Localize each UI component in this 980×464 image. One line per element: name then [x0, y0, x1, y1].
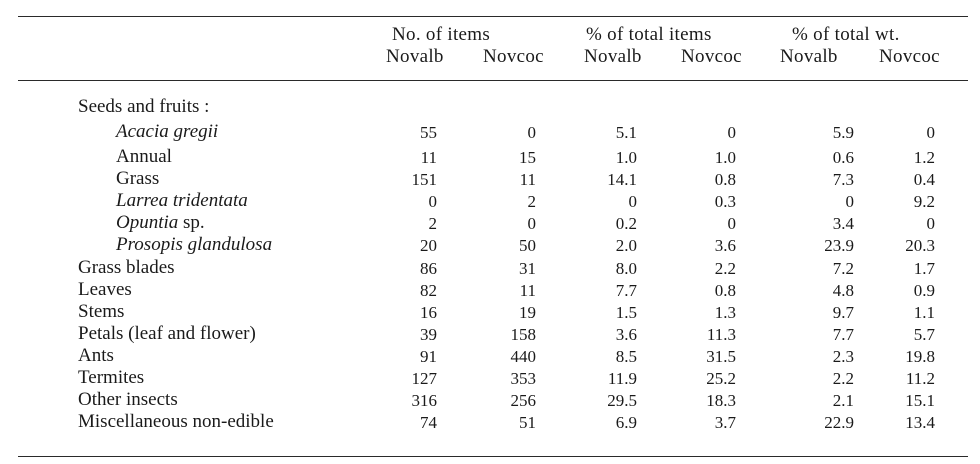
- table-cell: 3.6: [714, 236, 736, 255]
- table-cell: 11: [519, 281, 536, 300]
- group-header-pct-items: % of total items: [586, 24, 712, 45]
- table-cell: 20.3: [905, 236, 935, 255]
- row-label: [78, 367, 144, 389]
- row-label: [78, 411, 274, 433]
- table-cell: 8.0: [615, 259, 637, 278]
- row-label: [116, 212, 205, 234]
- table-cell: 3.7: [714, 413, 736, 432]
- row-label-label: Ants: [78, 345, 114, 366]
- table-cell: 74: [420, 413, 437, 432]
- table-cell: 8.5: [615, 347, 637, 366]
- table-cell: 2.2: [832, 369, 854, 388]
- row-label: [78, 301, 124, 323]
- table-cell: 5.7: [913, 325, 935, 344]
- row-label-italic: Larrea tridentata: [116, 190, 248, 211]
- table-cell: 0.9: [913, 281, 935, 300]
- table-cell: 23.9: [824, 236, 854, 255]
- row-label: [78, 389, 178, 411]
- row-label: [116, 190, 248, 212]
- table-cell: 6.9: [615, 413, 637, 432]
- table-cell: 86: [420, 259, 437, 278]
- table-cell: 16: [420, 303, 437, 322]
- table-cell: 3.4: [832, 214, 854, 233]
- group-header-pct-wt: % of total wt.: [792, 24, 900, 45]
- table-cell: 0: [527, 123, 536, 142]
- row-label: [116, 168, 159, 190]
- table-cell: 0: [727, 123, 736, 142]
- row-label: [78, 323, 256, 345]
- row-label-italic: Opuntia: [116, 212, 179, 233]
- table-cell: 29.5: [607, 391, 637, 410]
- table-cell: 22.9: [824, 413, 854, 432]
- table-cell: 0: [926, 214, 935, 233]
- table-cell: 256: [510, 391, 536, 410]
- header-rule: [18, 80, 968, 81]
- table-cell: 0.4: [913, 170, 935, 189]
- table-cell: 0: [845, 192, 854, 211]
- row-label-label: Annual: [116, 146, 172, 167]
- table-cell: 18.3: [706, 391, 736, 410]
- table-cell: 2: [527, 192, 536, 211]
- table-cell: 353: [510, 369, 536, 388]
- table-cell: 440: [510, 347, 536, 366]
- table-cell: 151: [411, 170, 437, 189]
- table-cell: 7.3: [832, 170, 854, 189]
- row-label-label: Leaves: [78, 279, 132, 300]
- table-cell: 7.2: [832, 259, 854, 278]
- table-cell: 25.2: [706, 369, 736, 388]
- row-label: [78, 257, 175, 279]
- table-cell: 15.1: [905, 391, 935, 410]
- table-cell: 55: [420, 123, 437, 142]
- table-cell: 316: [411, 391, 437, 410]
- table-cell: 39: [420, 325, 437, 344]
- table-cell: 0.3: [714, 192, 736, 211]
- row-label-italic: Acacia gregii: [116, 121, 219, 142]
- row-label-label: Petals (leaf and flower): [78, 323, 256, 344]
- table-cell: 31.5: [706, 347, 736, 366]
- table-cell: 4.8: [832, 281, 854, 300]
- top-rule: [18, 16, 968, 17]
- table-cell: 11: [519, 170, 536, 189]
- sub-header: Novalb: [386, 46, 444, 67]
- sub-header: Novalb: [780, 46, 838, 67]
- table-cell: 1.2: [913, 148, 935, 167]
- table-cell: 0: [727, 214, 736, 233]
- table-cell: 1.1: [913, 303, 935, 322]
- table-cell: 19.8: [905, 347, 935, 366]
- table-cell: 11: [420, 148, 437, 167]
- table-cell: 20: [420, 236, 437, 255]
- table-cell: 2: [428, 214, 437, 233]
- table-cell: 31: [519, 259, 536, 278]
- table-cell: 0.6: [832, 148, 854, 167]
- table-cell: 0: [628, 192, 637, 211]
- table-cell: 1.5: [615, 303, 637, 322]
- table-cell: 2.2: [714, 259, 736, 278]
- row-label-suffix: sp.: [178, 212, 205, 233]
- table-cell: 1.7: [913, 259, 935, 278]
- sub-header: Novalb: [584, 46, 642, 67]
- table-cell: 91: [420, 347, 437, 366]
- table-cell: 1.0: [714, 148, 736, 167]
- table-cell: 2.0: [615, 236, 637, 255]
- row-label-label: Other insects: [78, 389, 178, 410]
- table-cell: 82: [420, 281, 437, 300]
- row-label-label: Termites: [78, 367, 145, 388]
- table-cell: 3.6: [615, 325, 637, 344]
- table-cell: 0.8: [714, 170, 736, 189]
- table-cell: 19: [519, 303, 536, 322]
- table-cell: 158: [510, 325, 536, 344]
- section-label: Seeds and fruits :: [78, 96, 210, 117]
- group-header-items: No. of items: [392, 24, 491, 45]
- table-cell: 5.1: [615, 123, 637, 142]
- table-cell: 11.2: [905, 369, 935, 388]
- table-cell: 7.7: [832, 325, 854, 344]
- table-cell: 50: [519, 236, 536, 255]
- table-cell: 0.8: [714, 281, 736, 300]
- table-cell: 13.4: [905, 413, 935, 432]
- table-cell: 15: [519, 148, 536, 167]
- row-label-label: Grass blades: [78, 257, 175, 278]
- row-label-italic: Prosopis glandulosa: [116, 234, 273, 255]
- table-cell: 2.1: [832, 391, 854, 410]
- sub-header: Novcoc: [681, 46, 742, 67]
- bottom-rule: [18, 456, 968, 457]
- table-cell: 0: [428, 192, 437, 211]
- table-cell: 11.9: [607, 369, 637, 388]
- table-cell: 1.0: [615, 148, 637, 167]
- table-cell: 0: [527, 214, 536, 233]
- sub-header: Novcoc: [483, 46, 544, 67]
- table-cell: 1.3: [714, 303, 736, 322]
- table-cell: 7.7: [615, 281, 637, 300]
- row-label: [116, 146, 172, 168]
- table-cell: 9.7: [832, 303, 854, 322]
- table-cell: 14.1: [607, 170, 637, 189]
- table-cell: 0: [926, 123, 935, 142]
- table-cell: 2.3: [832, 347, 854, 366]
- table-cell: 127: [411, 369, 437, 388]
- row-label-label: Miscellaneous non-edible: [78, 411, 274, 432]
- table-cell: 5.9: [832, 123, 854, 142]
- row-label: [78, 279, 132, 301]
- row-label: [116, 234, 272, 256]
- row-label: [78, 345, 114, 367]
- row-label: [116, 121, 218, 143]
- table-cell: 9.2: [913, 192, 935, 211]
- sub-header: Novcoc: [879, 46, 940, 67]
- row-label-label: Grass: [116, 168, 160, 189]
- row-label-label: Stems: [78, 301, 125, 322]
- table-cell: 0.2: [615, 214, 637, 233]
- table-cell: 11.3: [706, 325, 736, 344]
- table-cell: 51: [519, 413, 536, 432]
